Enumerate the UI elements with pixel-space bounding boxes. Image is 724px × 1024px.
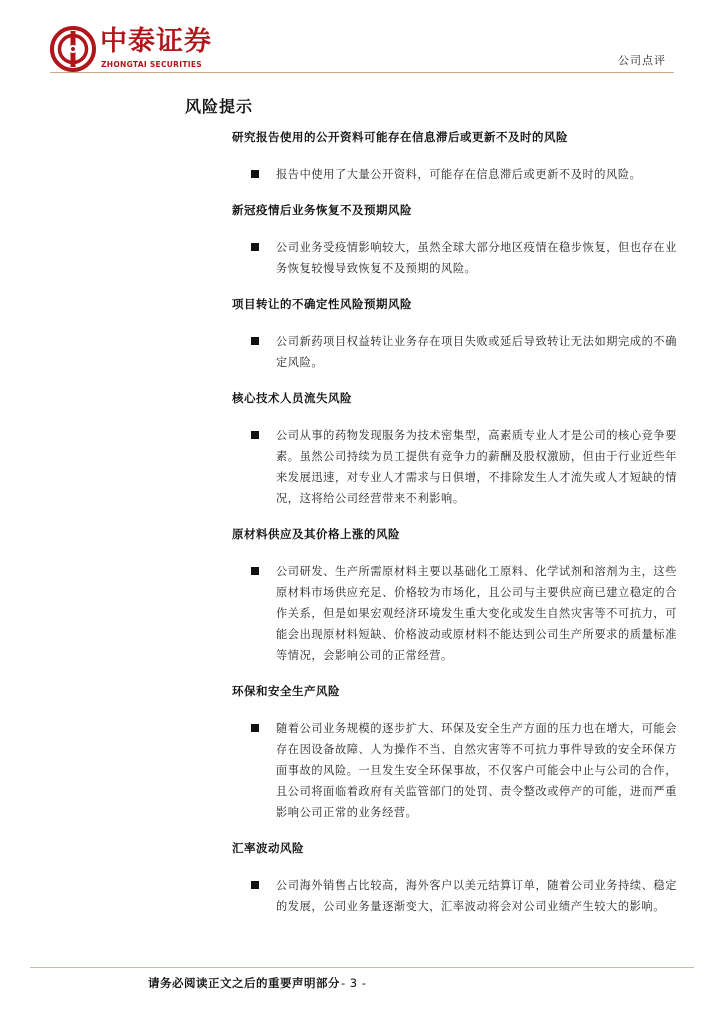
zhongtai-logo-icon [50,26,96,72]
risk-text: 公司研发、生产所需原材料主要以基础化工原料、化学试剂和溶剂为主，这些原材料市场供应充足、价格较为市场化，且公司与主要供应商已建立稳定的合作关系，但是如果宏观经济环境发生重大变化或发生自然灾害等不可抗力，可能会出现原材料短缺、价格波动或原材料不能达到公司生产所要求的质量标准等情况，会影响公司的正常经营。 [276,565,677,662]
risk-text: 报告中使用了大量公开资料，可能存在信息滞后或更新不及时的风险。 [276,168,642,181]
risk-bullet-item [232,875,677,917]
risk-heading: 新冠疫情后业务恢复不及预期风险 [232,203,412,217]
risk-block [232,295,677,373]
disclaimer-notice: 请务必阅读正文之后的重要声明部分 [148,976,340,990]
risk-bullet-item [232,237,677,279]
section-title: 风险提示 [185,97,254,116]
risk-heading: 核心技术人员流失风险 [232,391,352,405]
risk-heading: 汇率波动风险 [232,841,304,855]
risk-block [232,682,677,823]
page-header [0,0,724,80]
report-type-label: 公司点评 [618,54,666,67]
risk-bullet-item [232,561,677,666]
brand-name-en: ZHONGTAI SECURITIES [101,60,202,69]
risk-block [232,201,677,279]
risk-block [232,525,677,666]
square-bullet-icon [251,881,259,889]
risk-heading: 原材料供应及其价格上涨的风险 [232,527,400,541]
risk-bullet-item [232,164,677,185]
risk-heading: 研究报告使用的公开资料可能存在信息滞后或更新不及时的风险 [232,130,568,144]
square-bullet-icon [251,567,259,575]
square-bullet-icon [251,431,259,439]
risk-text: 公司新药项目权益转让业务存在项目失败或延后导致转让无法如期完成的不确定风险。 [276,335,677,369]
brand-name-cn: 中泰证券 [100,26,212,57]
square-bullet-icon [251,724,259,732]
risk-text: 公司业务受疫情影响较大，虽然全球大部分地区疫情在稳步恢复，但也存在业务恢复较慢导致恢复不及预期的风险。 [276,241,677,275]
risk-block [232,839,677,917]
page-footer [148,975,366,991]
risk-heading: 项目转让的不确定性风险预期风险 [232,297,412,311]
risk-text: 公司从事的药物发现服务为技术密集型，高素质专业人才是公司的核心竞争要素。虽然公司持续为员工提供有竞争力的薪酬及股权激励，但由于行业近些年来发展迅速，对专业人才需求与日俱增，不排除发生人才流失或人才短缺的情况，这将给公司经营带来不利影响。 [276,429,677,505]
risk-block [232,128,677,185]
square-bullet-icon [251,170,259,178]
square-bullet-icon [251,337,259,345]
risk-bullet-item [232,331,677,373]
risk-list [232,128,677,933]
risk-text: 公司海外销售占比较高，海外客户以美元结算订单，随着公司业务持续、稳定的发展，公司业务量逐渐变大，汇率波动将会对公司业绩产生较大的影响。 [276,879,677,913]
risk-text: 随着公司业务规模的逐步扩大、环保及安全生产方面的压力也在增大，可能会存在因设备故障、人为操作不当、自然灾害等不可抗力事件导致的安全环保方面事故的风险。一旦发生安全环保事故，不仅客户可能会中止与公司的合作，且公司将面临着政府有关监管部门的处罚、责令整改或停产的可能，进而严重影响公司正常的业务经营。 [276,722,677,819]
risk-bullet-item [232,718,677,823]
risk-bullet-item [232,425,677,509]
square-bullet-icon [251,243,259,251]
page-number: - 3 - [341,976,367,990]
footer-divider [30,967,694,968]
risk-heading: 环保和安全生产风险 [232,684,340,698]
header-divider [50,72,674,73]
risk-block [232,389,677,509]
